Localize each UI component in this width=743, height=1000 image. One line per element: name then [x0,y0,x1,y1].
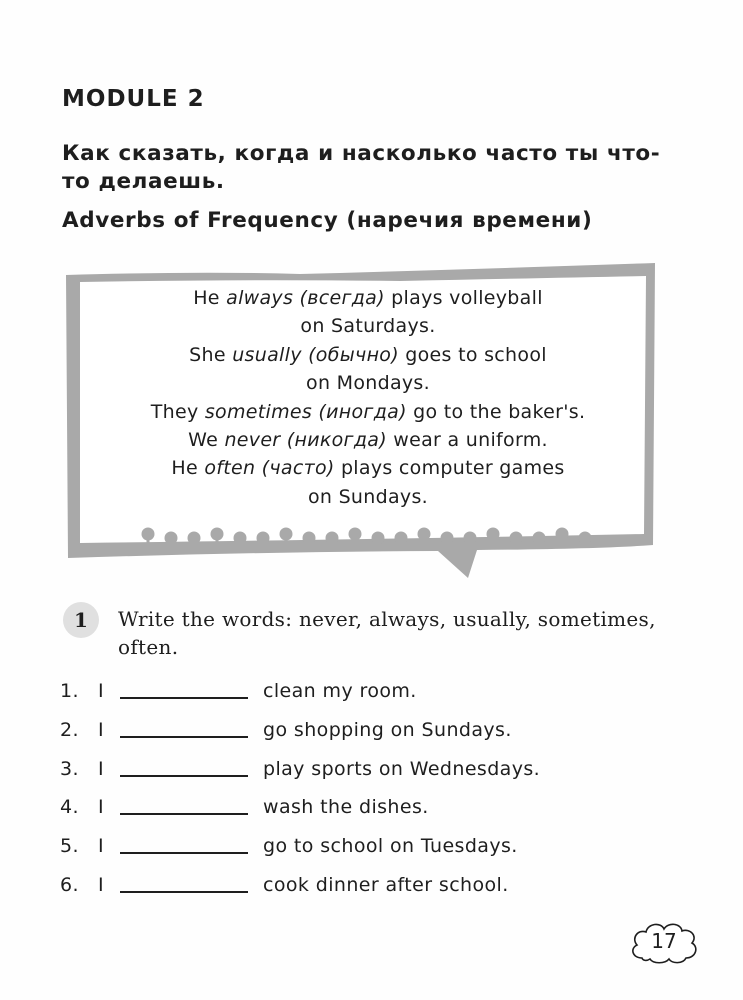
answer-blank[interactable] [120,852,248,854]
example-line: We never (никогда) wear a uniform. [188,429,548,452]
exercise-number: 1. [60,680,79,702]
exercise-pronoun: I [98,680,105,702]
exercise-number: 6. [60,873,79,896]
bead-stem [147,534,150,546]
examples-block [78,284,658,511]
bead-stem [515,538,518,546]
bead-stem [216,534,219,546]
bead-stem [262,538,265,546]
exercise-text: clean my room. [263,680,417,702]
example-line: on Saturdays. [300,315,436,338]
task-number-badge: 1 [63,602,99,638]
bead-stem [377,538,380,546]
subtitle: Как сказать, когда и насколько часто ты что-то делаешь. [62,141,661,194]
bead-stem [423,534,426,546]
bead-stem [400,538,403,546]
exercise-pronoun: I [98,835,105,858]
bead-stem [584,538,587,546]
answer-blank[interactable] [120,813,248,815]
example-line: on Sundays. [307,485,429,508]
exercise-pronoun: I [98,757,105,780]
bead-stem [285,534,288,546]
answer-blank[interactable] [120,736,248,738]
bead-stem [561,534,564,546]
bead-stem [354,534,357,546]
example-line: He always (всегда) plays volleyball [193,287,543,309]
example-line: on Mondays. [306,372,430,395]
exercise-text: go to school on Tuesdays. [263,835,518,858]
exercise-number: 4. [60,796,79,819]
exercise-text: wash the dishes. [263,796,429,819]
answer-blank[interactable] [120,775,248,777]
page-number: 17 [651,929,677,953]
exercise-number: 3. [60,757,79,780]
exercise-number: 5. [60,835,79,858]
exercise-pronoun: I [98,718,105,741]
example-line: He often (часто) plays computer games [171,457,565,480]
adverbs-heading: Adverbs of Frequency (наречия времени) [62,208,593,233]
bead-stem [193,538,196,546]
module-title: MODULE 2 [62,86,205,112]
bead-stem [239,538,242,546]
bead-stem [469,538,472,546]
exercise-number: 2. [60,718,79,741]
exercise-text: play sports on Wednesdays. [263,757,541,780]
bead-stem [308,538,311,546]
bead-stem [492,534,495,546]
answer-blank[interactable] [120,697,248,699]
bead-stem [446,538,449,546]
task-instruction: Write the words: never, always, usually, sometimes, often. [118,607,656,659]
example-line: They sometimes (иногда) go to the baker's. [150,400,586,423]
bead-stem [538,538,541,546]
exercise-text: cook dinner after school. [263,873,509,896]
exercise-text: go shopping on Sundays. [263,718,512,741]
bead-stem [170,538,173,546]
answer-blank[interactable] [120,891,248,893]
bead-stem [331,538,334,546]
exercise-pronoun: I [98,796,105,819]
exercise-pronoun: I [98,873,105,896]
example-line: She usually (обычно) goes to school [189,343,547,366]
